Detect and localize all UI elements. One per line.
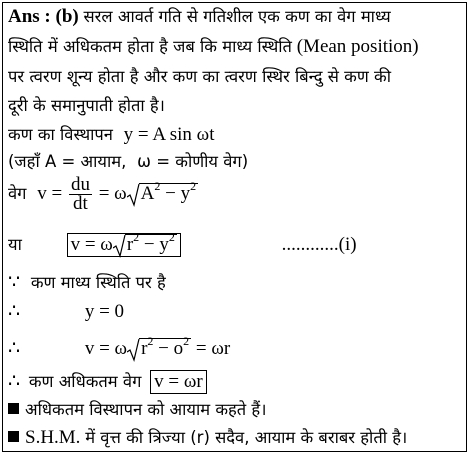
answer-line-3: पर त्वरण शून्य होता है और कण का त्वरण स्थिर बिन्दु से कण की (8, 67, 391, 86)
answer-option: (b) (55, 6, 79, 27)
bullet-square-icon (8, 431, 19, 442)
answer-line-2: स्थिति में अधिकतम होता है जब कि माध्य स्थिति (Mean position) (8, 36, 419, 57)
therefore-symbol: ∴ (8, 338, 21, 359)
answer-line-1 (8, 6, 391, 28)
because-line: ∵ कण माध्य स्थिति पर है (8, 272, 166, 293)
boxed-max-velocity: v = ωr (150, 370, 207, 394)
bullet-line-1: अधिकतम विस्थापन को आयाम कहते हैं। (8, 399, 266, 421)
bullet-line-2: S.H.M. में वृत्त की त्रिज्या (r) सदैव, आयाम के बराबर होती है। (8, 427, 407, 449)
answer-line-4: दूरी के समानुपाती होता है। (8, 96, 165, 115)
therefore-line-2: ∴ v = ω $r^2 - o^2 = \omega r$ (8, 334, 231, 359)
du-dt-fraction: $\frac{du}{dt}$ (70, 174, 90, 214)
because-symbol: ∵ (8, 272, 21, 293)
displacement-line: कण का विस्थापन y = A sin ωt (8, 124, 215, 145)
velocity-line: वेग v = $\frac{du}{dt}$ = ω $A^2 - y^2$ (8, 174, 197, 214)
therefore-line-1: ∴ y = 0 (8, 301, 125, 322)
bullet-square-icon (8, 403, 19, 414)
boxed-velocity-equation: v = ω $r^2 - y^2$ (67, 233, 181, 257)
therefore-symbol: ∴ (8, 301, 21, 322)
max-velocity-line: ∴ कण अधिकतम वेग v = ωr (8, 370, 207, 394)
therefore-symbol: ∴ (8, 371, 21, 392)
velocity-equation-line: या v = ω $r^2 - y^2$ ............(i) (8, 230, 357, 255)
where-line: (जहाँ A = आयाम, ω = कोणीय वेग) (8, 152, 249, 171)
ans-label: Ans : (8, 6, 51, 27)
line1-text: सरल आवर्त गति से गतिशील एक कण का वेग माध्य (83, 7, 391, 26)
displacement-equation: y = A sin ωt (123, 124, 215, 145)
equation-reference: ............(i) (281, 234, 357, 255)
sqrt-expression: $A^2 - y^2$ (127, 183, 198, 205)
